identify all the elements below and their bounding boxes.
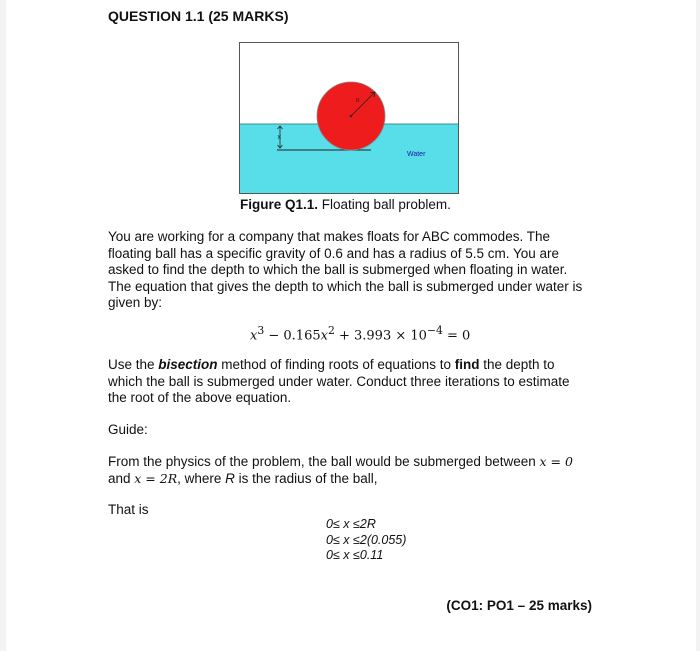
ball-center [350, 115, 352, 117]
instr-text-2: method of finding roots of equations to [217, 357, 455, 372]
caption-text: Floating ball problem. [318, 197, 451, 212]
inequality-line: 0≤ x ≤0.11 [326, 548, 384, 562]
radius-label: R [356, 98, 360, 104]
instr-bisection: bisection [158, 357, 218, 372]
water-label: Water [407, 151, 426, 158]
eq-exp-neg4: −4 [426, 324, 443, 337]
guide-math-1: x = 0 [539, 454, 573, 469]
guide-radius-symbol: R [225, 470, 235, 486]
instr-text-1: Use the [108, 357, 159, 372]
that-is-label: That is [108, 502, 149, 517]
eq-var-x2: x [320, 328, 328, 344]
eq-exp-2: 2 [327, 324, 335, 337]
eq-term-1: − 0.165 [264, 328, 321, 344]
document-page [6, 0, 696, 651]
guide-text-2: and [108, 470, 135, 486]
instr-find: find [454, 357, 480, 372]
inequalities-block [326, 517, 406, 564]
cubic-equation [250, 324, 470, 343]
marks-label: (CO1: PO1 – 25 marks) [446, 598, 592, 613]
eq-term-2: + 3.993 × 10 [334, 328, 427, 344]
guide-math-2: x = 2R [134, 470, 178, 486]
guide-label: Guide: [108, 422, 148, 437]
inequality-line: 0≤ x ≤2(0.055) [326, 532, 407, 547]
figure-caption [240, 197, 451, 212]
instruction-paragraph [108, 357, 592, 407]
question-heading: QUESTION 1.1 (25 MARKS) [108, 8, 289, 24]
depth-label: x [277, 134, 281, 141]
instr-text-3: the depth to which the ball is submerged under water. Conduct three iterations to estimate the root of the above equation. [108, 357, 570, 405]
guide-paragraph [108, 454, 592, 487]
inequality-line: 0≤ x ≤2R [326, 517, 376, 531]
problem-paragraph: You are working for a company that makes floats for ABC commodes. The floating ball has a specific gravity of 0.6 and has a radius of 5.5 cm. You are asked to find the depth to which the ball is submerged when floating in water. The equation that gives the depth to which the ball is submerged under water is given by: [108, 229, 583, 310]
floating-ball-figure [239, 42, 459, 194]
caption-label: Figure Q1.1. [240, 197, 319, 212]
eq-exp-3: 3 [257, 324, 265, 337]
guide-text-4: is the radius of the ball, [234, 470, 378, 486]
eq-term-3: = 0 [442, 328, 471, 344]
eq-var-x: x [250, 328, 258, 344]
guide-text-1: From the physics of the problem, the ball would be submerged between [108, 454, 540, 469]
guide-text-3: , where [177, 470, 226, 486]
